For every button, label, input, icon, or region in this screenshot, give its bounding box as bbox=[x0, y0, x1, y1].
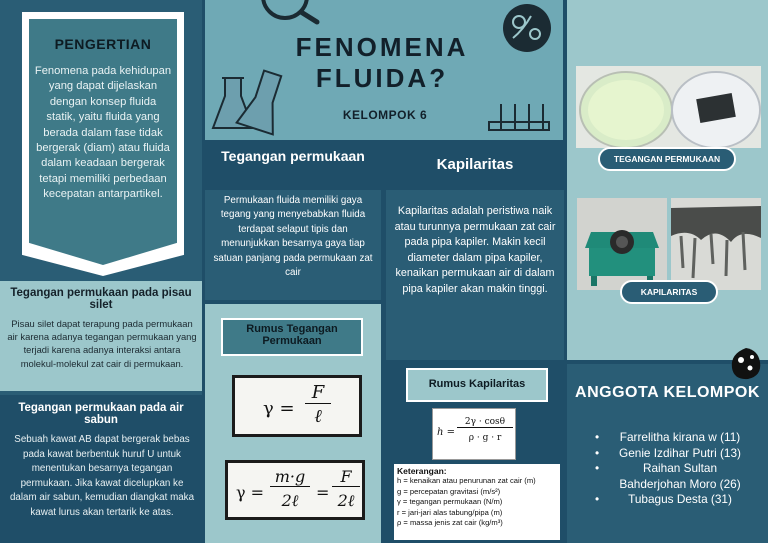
magnifier-icon bbox=[263, 0, 317, 22]
formula-numerator-2: F bbox=[332, 467, 360, 487]
photo-stove-image bbox=[577, 198, 667, 290]
member-list bbox=[595, 430, 765, 508]
member-item: • Tubagus Desta (31) bbox=[595, 492, 765, 508]
formula-numerator: F bbox=[305, 382, 331, 404]
photo-stove bbox=[577, 198, 667, 290]
member-item: • Farrelitha kirana w (11) bbox=[595, 430, 765, 446]
photo-label-kapilaritas: KAPILARITAS bbox=[640, 287, 698, 297]
sabun-text: Sebuah kawat AB dapat bergerak bebas pada kawat berbentuk huruf U untuk menentukan besarnya tegangan permukaan. Jika kawat dicelupkan ke dalam air sabun, kemudian diangkat maka kawat lurus akan tertarik ke atas. bbox=[9, 434, 195, 518]
keterangan-item: h = kenaikan atau penurunan zat cair (m) bbox=[397, 476, 536, 485]
formula-tegangan-2 bbox=[225, 460, 365, 520]
page-title: FENOMENA FLUIDA? bbox=[295, 32, 469, 93]
formula-lhs: γ = bbox=[263, 398, 295, 419]
formula-numerator: 2γ · cosθ bbox=[457, 417, 513, 428]
tegangan-title: Tegangan permukaan bbox=[221, 148, 365, 164]
silet-text: Pisau silet dapat terapung pada permukaan air karena adanya tegangan permukaan yang terjadi karena adanya interaksi antara molekul-molekul zat cair di permukaan. bbox=[7, 318, 197, 369]
sabun-title: Tegangan permukaan pada air sabun bbox=[18, 402, 184, 426]
formula-lhs: h = bbox=[437, 427, 455, 438]
keterangan-item: ρ = massa jenis zat cair (kg/m³) bbox=[397, 518, 503, 528]
formula-lhs: γ = bbox=[236, 483, 265, 502]
kapilaritas-text: Kapilaritas adalah peristiwa naik atau turunnya permukaan zat cair pada pipa kapiler. Makin kecil diameter dalam pipa kapiler, kenaikan permukaan air di dalam pipa kapiler akan makin tinggi. bbox=[394, 205, 556, 295]
pengertian-text: Fenomena pada kehidupan yang dapat dijelaskan dengan konsep fluida statik, yaitu fluida yang berada dalam fase tidak bergerak (diam) atau fluida dalam keadaan bergerak tetapi memiliki perbedaan kecepatan antarpartikel. bbox=[34, 65, 172, 201]
photo-wall-image bbox=[671, 198, 761, 290]
formula-denominator: 2ℓ bbox=[281, 491, 299, 510]
formula-denominator-2: 2ℓ bbox=[337, 491, 355, 510]
rumus-kapilaritas-label: Rumus Kapilaritas bbox=[428, 378, 526, 390]
test-tube-rack-icon bbox=[489, 104, 549, 130]
keterangan-item: γ = tegangan permukaan (N/m) bbox=[397, 497, 503, 507]
keterangan-title: Keterangan: bbox=[397, 466, 447, 476]
keterangan-box bbox=[394, 464, 560, 540]
tegangan-text: Permukaan fluida memiliki gaya tegang yang menyebabkan fluida terdapat selaput tipis dan menunjukkan besarnya gaya tiap satuan panjang pada permukaan zat cair bbox=[213, 195, 373, 279]
rumus-tegangan-label: Rumus Tegangan Permukaan bbox=[246, 323, 338, 347]
kapilaritas-title: Kapilaritas bbox=[436, 156, 514, 173]
photos-panel bbox=[567, 0, 768, 360]
silet-title: Tegangan permukaan pada pisau silet bbox=[10, 287, 192, 311]
photo-kapilaritas-wall bbox=[671, 198, 761, 290]
keterangan-item: g = percepatan gravitasi (m/s²) bbox=[397, 486, 501, 496]
group-subtitle: KELOMPOK 6 bbox=[342, 108, 428, 122]
formula-denominator: ρ · g · r bbox=[468, 433, 502, 443]
formula-tegangan-1 bbox=[232, 375, 362, 437]
member-item: • Genie Izdihar Putri (13) bbox=[595, 446, 765, 462]
photo-tegangan-permukaan bbox=[576, 66, 761, 148]
photo-tegangan-image bbox=[576, 66, 761, 148]
formula-numerator: m·g bbox=[270, 467, 310, 487]
pengertian-title: PENGERTIAN bbox=[54, 36, 152, 52]
member-item: • Raihan Sultan bbox=[595, 461, 765, 477]
anggota-title: ANGGOTA KELOMPOK bbox=[575, 384, 760, 401]
virus-icon bbox=[728, 346, 764, 382]
formula-denominator: ℓ bbox=[314, 406, 322, 427]
member-item: Bahderjohan Moro (26) bbox=[619, 476, 741, 491]
formula-equals: = bbox=[316, 483, 330, 502]
keterangan-item: r = jari-jari alas tabung/pipa (m) bbox=[397, 507, 503, 517]
formula-kapilaritas bbox=[432, 408, 516, 460]
photo-label-tegangan: TEGANGAN PERMUKAAN bbox=[613, 154, 721, 164]
